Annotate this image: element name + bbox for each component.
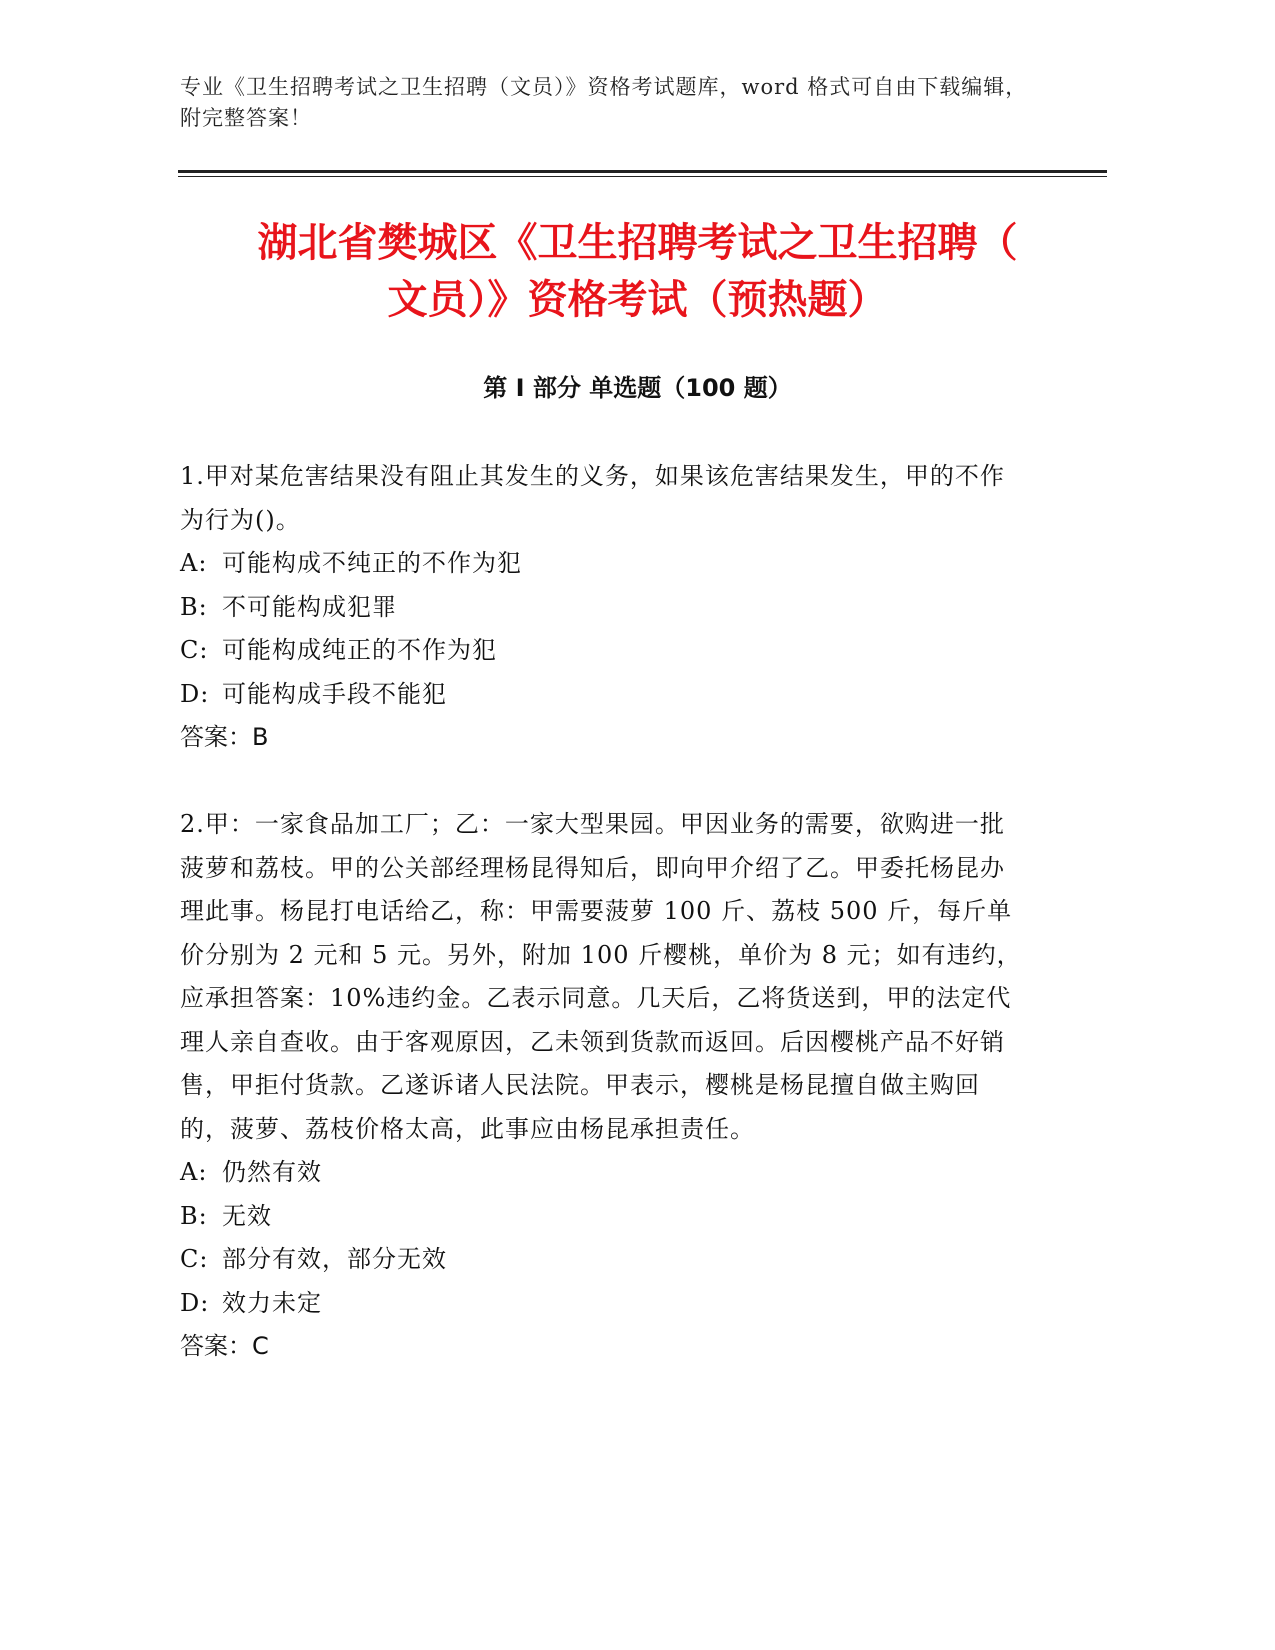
option-c [180,1238,1025,1282]
option-d [180,1282,1025,1326]
option-key: B: [180,1201,208,1230]
document-title [150,215,1125,329]
option-key: D: [180,679,210,708]
option-a [180,1151,1025,1195]
header-rule-thin [178,176,1107,177]
document-title-line-2: 文员）》资格考试（预热题） [387,277,888,323]
option-key: A: [180,549,208,577]
option-b [180,586,1025,630]
option-key: C: [180,1245,209,1273]
option-c [180,629,1025,673]
option-text: 效力未定 [222,1288,322,1317]
option-key: D: [180,1288,210,1317]
question-stem: 1.甲对某危害结果没有阻止其发生的义务，如果该危害结果发生，甲的不作为行为()。 [180,462,1005,534]
option-a [180,542,1025,586]
question-stem: 2.甲：一家食品加工厂；乙：一家大型果园。甲因业务的需要，欲购进一批菠萝和荔枝。甲的公关部经理杨昆得知后，即向甲介绍了乙。甲委托杨昆办理此事。杨昆打电话给乙，称：甲需要菠萝 100 斤、荔枝 500 斤，每斤单价分别为 2 元和 5 元。另外，附加 100 斤樱桃，单价为 8 元；如有违约，应承担答案：10%违约金。乙表示同意。几天后，乙将货送到，甲的法定代理人亲自查收。由于客观原因，乙未领到货款而返回。后因樱桃产品不好销售，甲拒付货款。乙遂诉诸人民法院。甲表示，樱桃是杨昆擅自做主购回的，菠萝、荔枝价格太高，此事应由杨昆承担责任。 [180,810,1022,1143]
option-key: B: [180,592,208,621]
option-text: 不可能构成犯罪 [222,592,397,621]
header-note: 专业《卫生招聘考试之卫生招聘（文员）》资格考试题库，word 格式可自由下载编辑，附完整答案！ [180,75,1028,130]
option-text: 可能构成纯正的不作为犯 [222,636,497,664]
option-text: 无效 [222,1201,272,1230]
option-key: A: [180,1158,208,1186]
option-key: C: [180,636,209,664]
option-text: 可能构成不纯正的不作为犯 [222,549,522,577]
option-b [180,1195,1025,1239]
option-text: 可能构成手段不能犯 [222,679,447,708]
header-rule-thick [178,170,1107,173]
option-text: 仍然有效 [222,1158,322,1186]
option-text: 部分有效，部分无效 [222,1245,447,1273]
document-title-line-1: 湖北省樊城区《卫生招聘考试之卫生招聘（ [257,220,1018,266]
section-heading: 第 I 部分 单选题（100 题） [483,374,792,402]
option-d [180,673,1025,717]
question-2 [180,803,1025,1369]
answer: 答案：B [180,723,269,751]
question-1 [180,455,1025,760]
answer: 答案：C [180,1332,269,1360]
